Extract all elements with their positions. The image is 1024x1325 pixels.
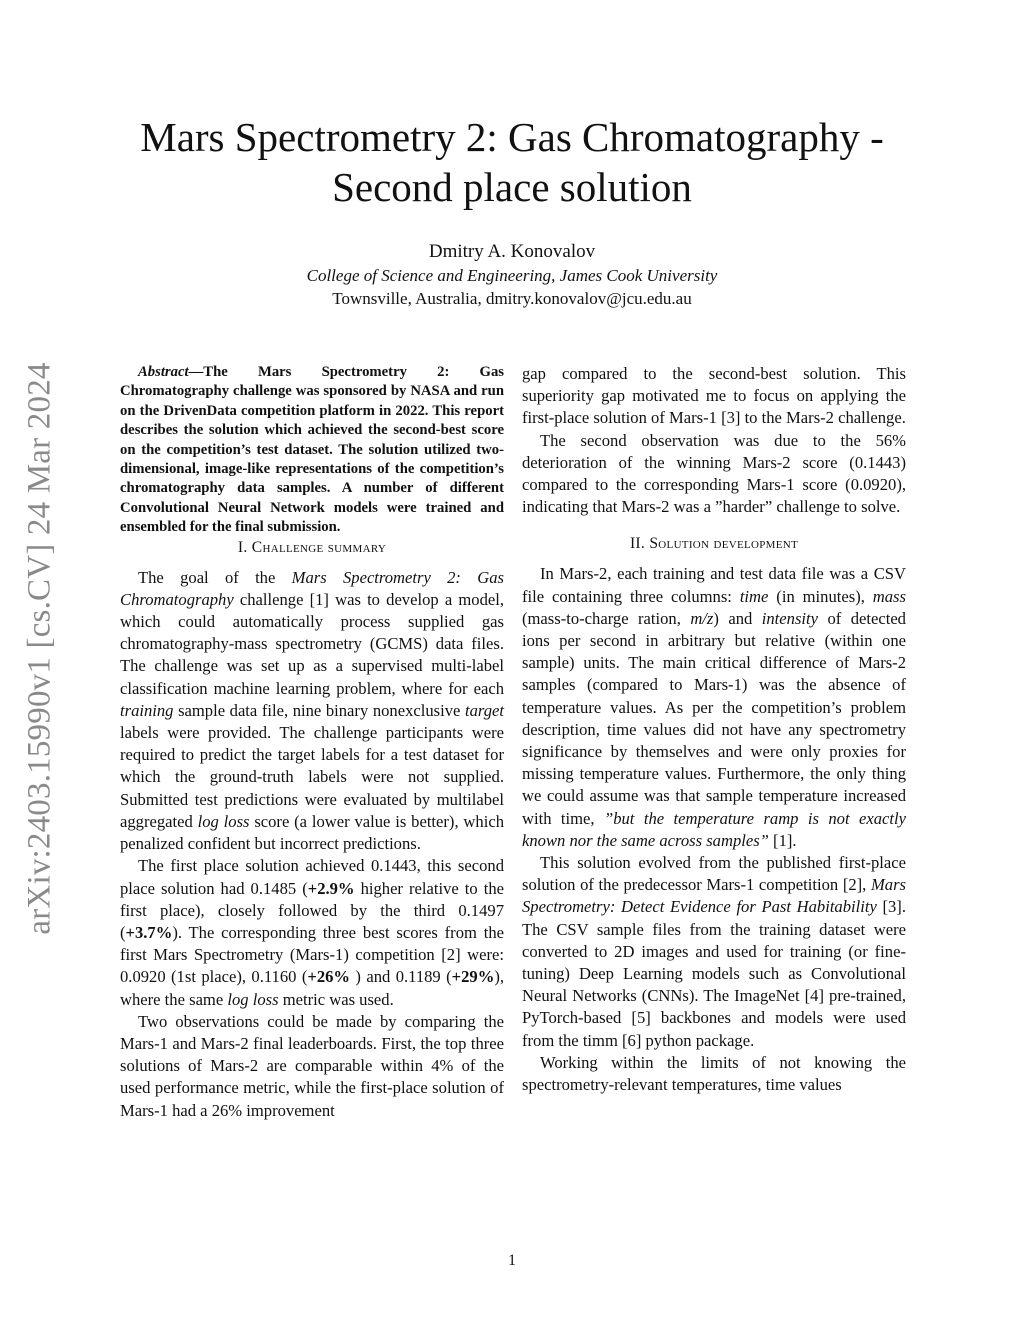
section-2-title: Solution development: [649, 535, 799, 553]
author-name: Dmitry A. Konovalov: [428, 241, 596, 262]
title-line-1: Mars Spectrometry 2: Gas Chromatography -: [140, 114, 884, 160]
paper-title: [100, 112, 924, 212]
section-1-title: Challenge summary: [251, 538, 387, 556]
left-column: [120, 363, 504, 1122]
section-heading-1: [120, 538, 504, 558]
abstract: [120, 363, 504, 538]
author-affiliation: College of Science and Engineering, James Cook University: [306, 266, 718, 285]
right-column: [522, 363, 906, 1096]
section-2-paragraph-2: This solution evolved from the published first-place solution of the predecessor Mars-1 competition [2], Mars Spectrometry: Detect Evidence for Past Habitability [3]. The CSV sample files from the training dataset were converted to 2D images and used for training (or fine-tuning) Deep Learning models such as Convolutional Neural Networks (CNNs). The ImageNet [4] pre-trained, PyTorch-based [5] backbones and models were used from the timm [6] python package.: [522, 853, 906, 1050]
section-1-number: I.: [237, 538, 248, 556]
section-heading-2: [522, 534, 906, 554]
section-1-paragraph-2: The first place solution achieved 0.1443, this second place solution had 0.1485 (+2.9% higher relative to the first place), closely followed by the third 0.1497 (+3.7%). The corresponding three best scores from the first Mars Spectrometry (Mars-1) competition [2] were: 0.0920 (1st place), 0.1160 (+26% ) and 0.1189 (+29%), where the same log loss metric was used.: [120, 856, 504, 1009]
author-block: [100, 240, 924, 310]
arxiv-identifier: arXiv:2403.15990v1 [cs.CV] 24 Mar 2024: [21, 361, 58, 935]
section-2-paragraph-1: In Mars-2, each training and test data file was a CSV file containing three columns: time (in minutes), mass (mass-to-charge ration, m/z) and intensity of detected ions per second in arbitrary but relative (within one sample) units. The main critical difference of Mars-2 samples (compared to Mars-1) was the absence of temperature values. As per the competition’s problem description, time values did not have any spectrometry significance by themselves and were only proxies for missing temperature values. Furthermore, the only thing we could assume was that sample temperature increased with time, ”but the temperature ramp is not exactly known nor the same across samples” [1].: [522, 564, 906, 850]
author-address: Townsville, Australia, dmitry.konovalov@jcu.edu.au: [332, 289, 692, 308]
abstract-text: —The Mars Spectrometry 2: Gas Chromatography challenge was sponsored by NASA and run on the DrivenData competition platform in 2022. This report describes the solution which achieved the second-best score on the competition’s test dataset. The solution utilized two-dimensional, image-like representations of the competition’s chromatography data samples. A number of different Convolutional Neural Network models were trained and ensembled for the final submission.: [120, 364, 504, 536]
title-line-2: Second place solution: [332, 164, 692, 210]
section-2-number: II.: [629, 535, 646, 553]
arxiv-sidebar: [14, 348, 66, 948]
section-1-paragraph-3: Two observations could be made by comparing the Mars-1 and Mars-2 final leaderboards. First, the top three solutions of Mars-2 are comparable within 4% of the used performance metric, while the first-place solution of Mars-1 had a 26% improvement: [120, 1011, 504, 1120]
page-number: 1: [508, 1252, 516, 1269]
observation-paragraph: The second observation was due to the 56% deterioration of the winning Mars-2 score (0.1443) compared to the corresponding Mars-1 score (0.0920), indicating that Mars-2 was a ”harder” challenge to solve.: [522, 430, 906, 517]
section-2-paragraph-3: Working within the limits of not knowing the spectrometry-relevant temperatures, time values: [522, 1052, 906, 1095]
abstract-label: Abstract: [138, 364, 189, 380]
continued-paragraph: gap compared to the second-best solution. This superiority gap motivated me to focus on applying the first-place solution of Mars-1 [3] to the Mars-2 challenge.: [522, 364, 906, 428]
section-1-paragraph-1: The goal of the Mars Spectrometry 2: Gas Chromatography challenge [1] was to develop a model, which could automatically process supplied gas chromatography-mass spectrometry (GCMS) data files. The challenge was set up as a supervised multi-label classification machine learning problem, where for each training sample data file, nine binary nonexclusive target labels were provided. The challenge participants were required to predict the target labels for a test dataset for which the ground-truth labels were not supplied. Submitted test predictions were evaluated by multilabel aggregated log loss score (a lower value is better), which penalized confident but incorrect predictions.: [120, 567, 504, 854]
